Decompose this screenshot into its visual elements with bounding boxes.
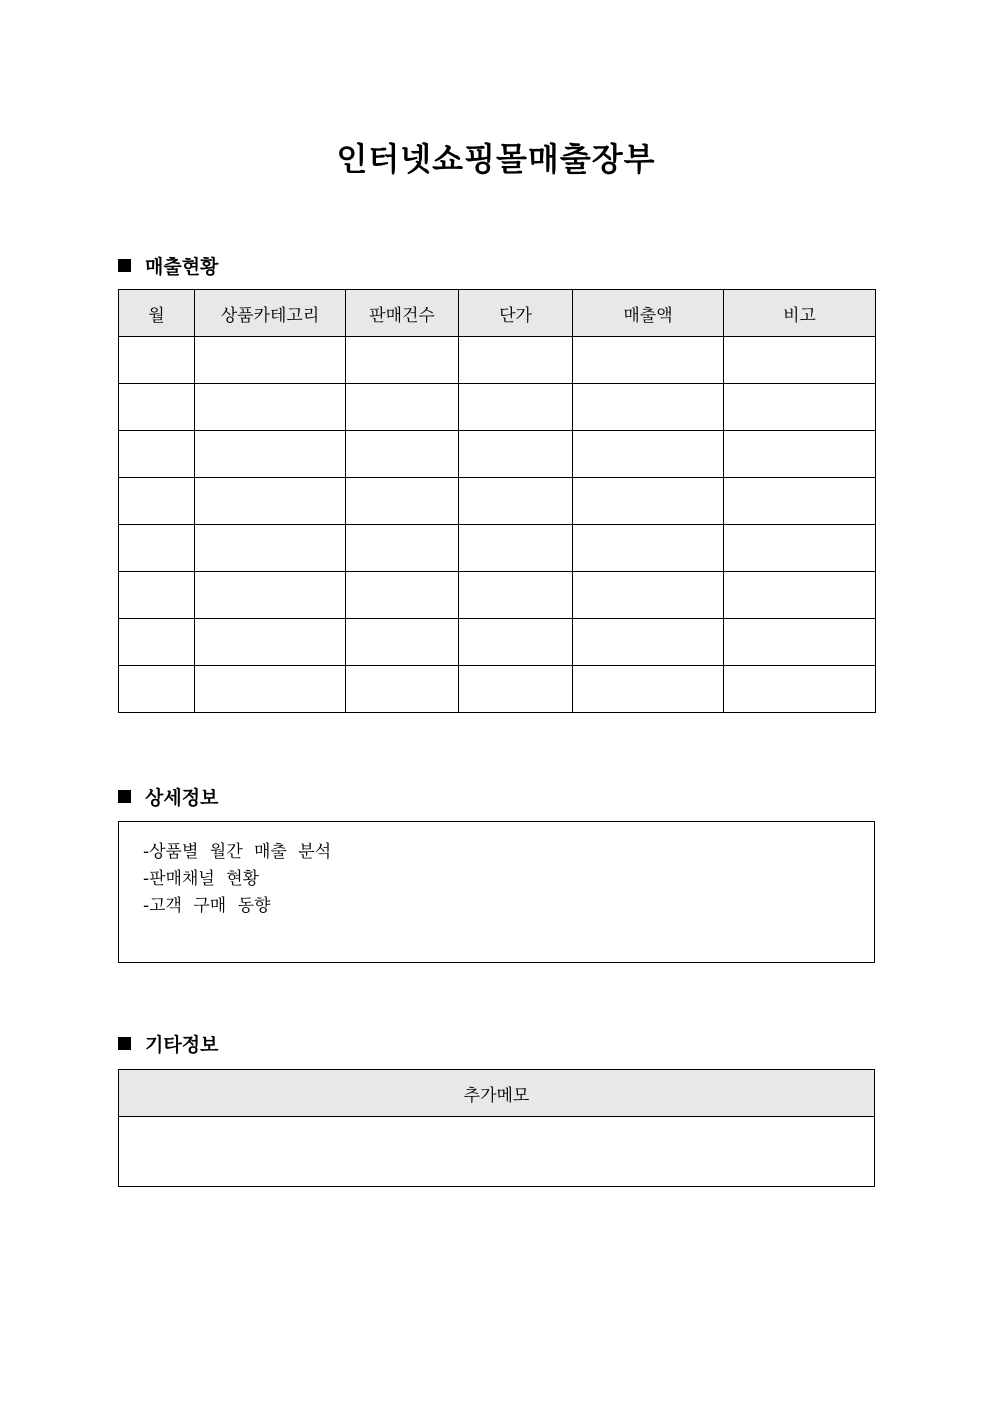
table-row xyxy=(119,478,876,525)
memo-table xyxy=(118,1069,875,1187)
table-cell[interactable] xyxy=(459,666,573,713)
table-cell[interactable] xyxy=(119,431,195,478)
section-heading-label: 매출현황 xyxy=(145,255,219,278)
table-cell[interactable] xyxy=(119,384,195,431)
table-cell[interactable] xyxy=(346,572,459,619)
column-header-memo: 추가메모 xyxy=(119,1070,875,1117)
table-cell[interactable] xyxy=(195,337,346,384)
table-cell[interactable] xyxy=(195,525,346,572)
bullet-square-icon xyxy=(118,790,131,803)
table-cell[interactable] xyxy=(195,572,346,619)
table-cell[interactable] xyxy=(573,384,724,431)
table-cell[interactable] xyxy=(724,525,876,572)
table-row xyxy=(119,619,876,666)
table-cell[interactable] xyxy=(573,525,724,572)
table-cell[interactable] xyxy=(573,666,724,713)
table-cell[interactable] xyxy=(119,619,195,666)
table-cell[interactable] xyxy=(724,572,876,619)
table-cell[interactable] xyxy=(573,478,724,525)
table-cell[interactable] xyxy=(346,619,459,666)
table-cell[interactable] xyxy=(459,572,573,619)
table-cell[interactable] xyxy=(346,384,459,431)
table-cell[interactable] xyxy=(724,619,876,666)
table-cell[interactable] xyxy=(346,337,459,384)
column-header-note: 비고 xyxy=(724,290,876,337)
table-cell[interactable] xyxy=(573,431,724,478)
section-heading-sales xyxy=(118,253,218,277)
table-cell[interactable] xyxy=(119,337,195,384)
table-cell[interactable] xyxy=(119,572,195,619)
table-cell[interactable] xyxy=(573,619,724,666)
table-cell[interactable] xyxy=(346,478,459,525)
detail-box xyxy=(118,821,875,963)
table-row xyxy=(119,384,876,431)
list-item: -고객 구매 동향 xyxy=(143,896,271,916)
table-cell[interactable] xyxy=(195,384,346,431)
table-row xyxy=(119,1117,875,1187)
memo-cell[interactable] xyxy=(119,1117,875,1187)
column-header-unit-price: 단가 xyxy=(459,290,573,337)
table-cell[interactable] xyxy=(195,666,346,713)
table-cell[interactable] xyxy=(724,666,876,713)
table-cell[interactable] xyxy=(459,525,573,572)
table-cell[interactable] xyxy=(195,431,346,478)
section-heading-label: 기타정보 xyxy=(145,1033,219,1056)
bullet-square-icon xyxy=(118,1037,131,1050)
column-header-sales-amount: 매출액 xyxy=(573,290,724,337)
table-row xyxy=(119,431,876,478)
table-cell[interactable] xyxy=(346,525,459,572)
column-header-category: 상품카테고리 xyxy=(195,290,346,337)
table-cell[interactable] xyxy=(119,525,195,572)
table-cell[interactable] xyxy=(459,431,573,478)
table-cell[interactable] xyxy=(459,619,573,666)
table-cell[interactable] xyxy=(459,337,573,384)
table-cell[interactable] xyxy=(119,478,195,525)
page-title: 인터넷쇼핑몰매출장부 xyxy=(336,140,656,178)
table-row xyxy=(119,337,876,384)
section-heading-label: 상세정보 xyxy=(145,786,219,809)
bullet-square-icon xyxy=(118,259,131,272)
list-item: -상품별 월간 매출 분석 xyxy=(143,842,332,862)
table-cell[interactable] xyxy=(573,337,724,384)
table-cell[interactable] xyxy=(573,572,724,619)
table-cell[interactable] xyxy=(119,666,195,713)
table-cell[interactable] xyxy=(724,384,876,431)
table-cell[interactable] xyxy=(195,619,346,666)
table-cell[interactable] xyxy=(195,478,346,525)
table-row xyxy=(119,525,876,572)
table-header-row xyxy=(119,290,876,337)
table-cell[interactable] xyxy=(459,384,573,431)
table-row xyxy=(119,666,876,713)
detail-list xyxy=(119,822,874,920)
table-cell[interactable] xyxy=(459,478,573,525)
table-cell[interactable] xyxy=(724,478,876,525)
table-cell[interactable] xyxy=(724,337,876,384)
sales-table xyxy=(118,289,876,713)
column-header-month: 월 xyxy=(119,290,195,337)
table-cell[interactable] xyxy=(346,666,459,713)
section-heading-detail xyxy=(118,784,218,808)
table-header-row xyxy=(119,1070,875,1117)
table-cell[interactable] xyxy=(724,431,876,478)
section-heading-other xyxy=(118,1031,218,1055)
table-cell[interactable] xyxy=(346,431,459,478)
list-item: -판매채널 현황 xyxy=(143,869,260,889)
column-header-count: 판매건수 xyxy=(346,290,459,337)
table-row xyxy=(119,572,876,619)
